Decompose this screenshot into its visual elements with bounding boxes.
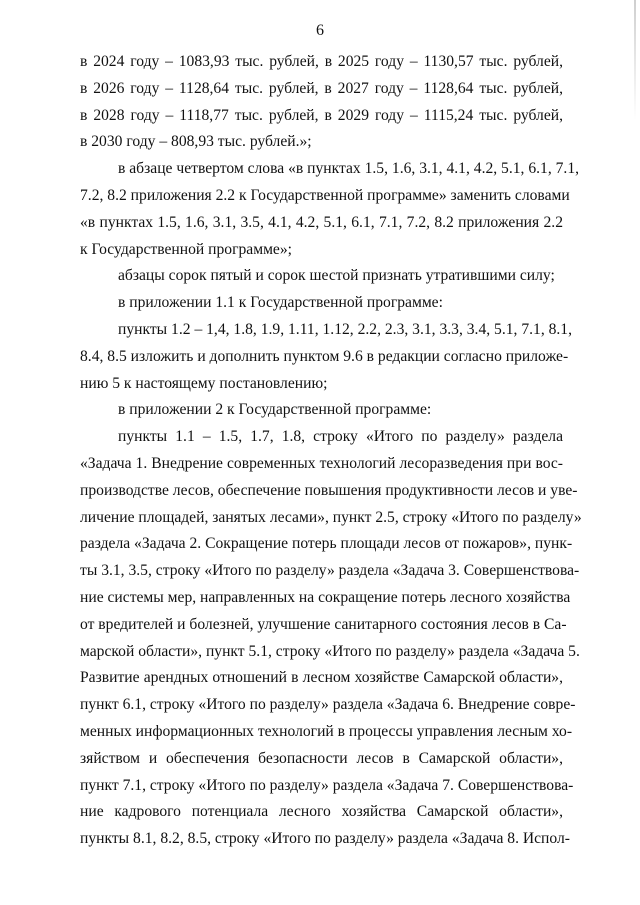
page-number: 6 <box>316 22 324 39</box>
text-line: абзацы сорок пятый и сорок шестой признать утратившими силу; <box>118 267 555 285</box>
text-line: в приложении 2 к Государственной программе: <box>118 401 432 419</box>
scan-edge-shadow <box>634 0 636 120</box>
text-line: ние кадрового потенциала лесного хозяйства Самарской области», <box>80 803 563 821</box>
text-line: пункты 1.1 – 1.5, 1.7, 1.8, строку «Итого по разделу» раздела <box>118 428 563 446</box>
text-line: пункты 8.1, 8.2, 8.5, строку «Итого по разделу» раздела «Задача 8. Испол- <box>80 830 570 848</box>
text-line: зяйством и обеспечения безопасности лесов в Самарской области», <box>80 749 563 767</box>
text-line: пункт 6.1, строку «Итого по разделу» раздела «Задача 6. Внедрение совре- <box>80 696 576 714</box>
text-line: от вредителей и болезней, улучшение санитарного состояния лесов в Са- <box>80 615 567 633</box>
text-line: производстве лесов, обеспечение повышения продуктивности лесов и уве- <box>80 481 578 499</box>
text-line: «Задача 1. Внедрение современных технологий лесоразведения при вос- <box>80 455 563 472</box>
text-line: в приложении 1.1 к Государственной программе: <box>118 294 443 312</box>
text-line: 7.2, 8.2 приложения 2.2 к Государственной программе» заменить словами <box>80 187 570 204</box>
text-line: личение площадей, занятых лесами», пункт 2.5, строку «Итого по разделу» <box>80 508 582 526</box>
text-line: пункт 7.1, строку «Итого по разделу» раздела «Задача 7. Совершенствова- <box>80 776 574 794</box>
text-line: марской области», пункт 5.1, строку «Итого по разделу» раздела «Задача 5. <box>80 642 580 660</box>
text-line: Развитие арендных отношений в лесном хозяйстве Самарской области», <box>80 669 563 687</box>
text-line: «в пунктах 1.5, 1.6, 3.1, 3.5, 4.1, 4.2, 5.1, 6.1, 7.1, 7.2, 8.2 приложения 2.2 <box>80 213 563 231</box>
text-line: в абзаце четвертом слова «в пунктах 1.5, 1.6, 3.1, 4.1, 4.2, 5.1, 6.1, 7.1, <box>118 160 580 178</box>
text-line: ние системы мер, направленных на сокращение потерь лесного хозяйства <box>80 589 571 606</box>
text-line: менных информационных технологий в процессы управления лесным хо- <box>80 723 573 740</box>
text-line: ты 3.1, 3.5, строку «Итого по разделу» раздела «Задача 3. Совершенствова- <box>80 562 580 580</box>
text-line: в 2026 году – 1128,64 тыс. рублей, в 2027 году – 1128,64 тыс. рублей, <box>80 79 563 97</box>
text-line: к Государственной программе»; <box>80 240 292 258</box>
text-line: нию 5 к настоящему постановлению; <box>80 374 328 392</box>
text-line: пункты 1.2 – 1,4, 1.8, 1.9, 1.11, 1.12, 2.2, 2.3, 3.1, 3.3, 3.4, 5.1, 7.1, 8.1, <box>118 321 573 338</box>
text-line: в 2028 году – 1118,77 тыс. рублей, в 2029 году – 1115,24 тыс. рублей, <box>80 106 563 124</box>
text-line: в 2024 году – 1083,93 тыс. рублей, в 2025 году – 1130,57 тыс. рублей, <box>80 53 563 70</box>
text-line: в 2030 году – 808,93 тыс. рублей.»; <box>80 133 312 151</box>
text-line: 8.4, 8.5 изложить и дополнить пунктом 9.6 в редакции согласно приложе- <box>80 347 569 365</box>
text-line: раздела «Задача 2. Сокращение потерь площади лесов от пожаров», пунк- <box>80 535 573 553</box>
